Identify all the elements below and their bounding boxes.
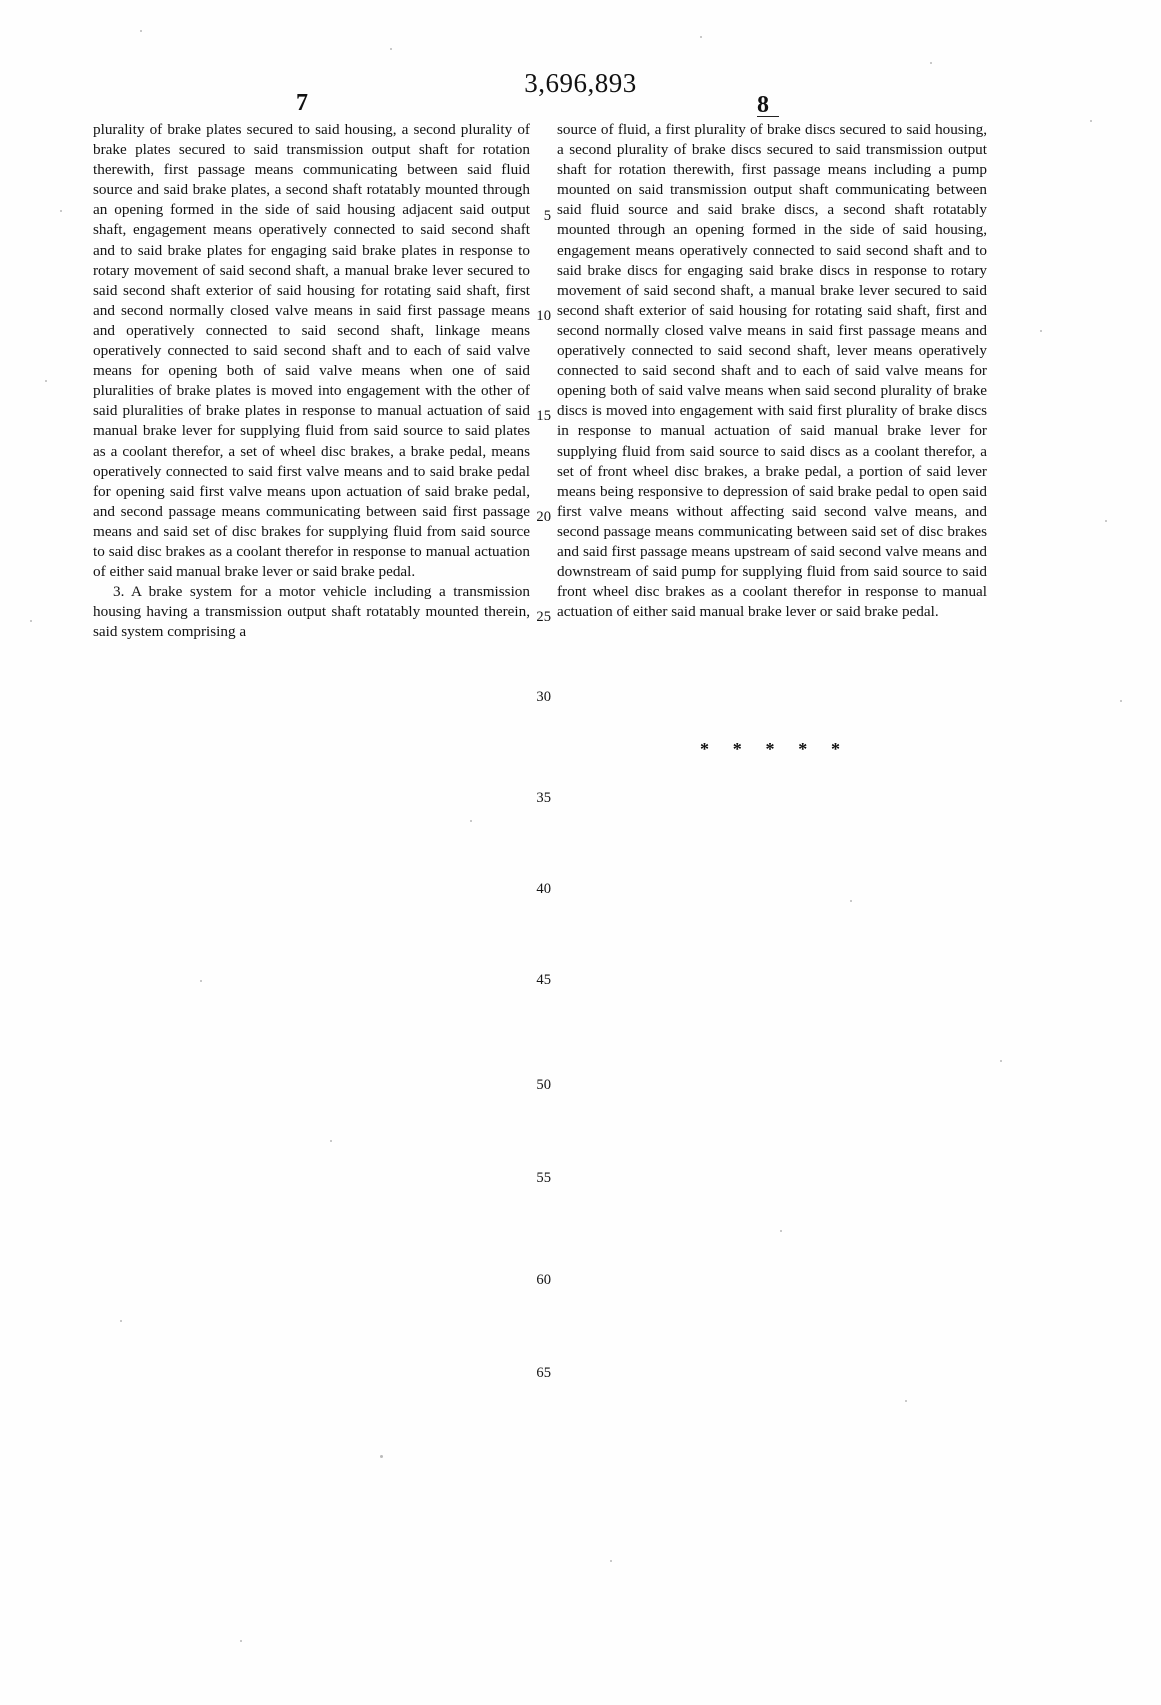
asterisk-mark: * — [831, 739, 840, 759]
scan-speckle — [120, 1320, 122, 1322]
line-number: 10 — [536, 308, 551, 324]
asterisk-mark: * — [765, 739, 775, 759]
patent-number: 3,696,893 — [524, 68, 637, 98]
left-column-number: 7 — [296, 90, 308, 116]
line-number: 25 — [536, 609, 551, 625]
right-column-number-text: 8 — [757, 92, 769, 118]
scan-speckle — [60, 210, 62, 212]
scan-speckle — [470, 820, 472, 822]
line-number: 40 — [536, 881, 551, 897]
line-number: 45 — [536, 972, 551, 988]
line-number: 20 — [536, 509, 551, 525]
left-text-column — [93, 120, 530, 642]
line-number: 5 — [543, 208, 551, 224]
scan-speckle — [330, 1140, 332, 1142]
scan-speckle — [780, 1230, 782, 1232]
scan-speckle — [930, 62, 932, 64]
end-of-claims-marks — [700, 740, 840, 758]
scan-speckle — [30, 620, 32, 622]
line-number: 65 — [536, 1365, 551, 1381]
scan-speckle — [850, 900, 852, 902]
scan-speckle — [610, 1560, 612, 1562]
line-number: 30 — [536, 689, 551, 705]
claim-3-paragraph: 3. A brake system for a motor vehicle including a transmission housing having a transmission output shaft rotatably mounted therein, said system comprising a — [93, 583, 530, 641]
right-text-column — [557, 120, 987, 622]
scan-speckle — [905, 1400, 907, 1402]
scan-speckle — [700, 36, 702, 38]
scan-speckle — [1120, 700, 1122, 702]
line-number: 15 — [536, 408, 551, 424]
scan-speckle — [1040, 330, 1042, 332]
right-continuation-paragraph: source of fluid, a first plurality of brake discs secured to said housing, a second plurality of brake discs secured to said transmission output shaft for rotation therewith, first passage means including a pump mounted on said transmission output shaft communicating between said fluid source and said brake discs, a second shaft rotatably mounted through an opening formed in the side of said housing, engagement means operatively connected to said second shaft and to said brake discs for engaging said brake discs in response to rotary movement of said second shaft, a manual brake lever secured to said second shaft exterior of said housing for rotating said shaft, first and second normally closed valve means in said first passage means and operatively connected to said second shaft, lever means operatively connected to said second shaft and to each of said valve means for opening both of said valve means when said second plurality of brake discs is moved into engagement with said first plurality of brake discs in response to manual actuation of said manual brake lever for supplying fluid from said source to said discs as a coolant therefor, a set of front wheel disc brakes, a brake pedal, a portion of said lever means being responsive to depression of said brake pedal to open said first valve means without affecting said second valve means, and second passage means communicating between said set of disc brakes and said first passage means upstream of said second valve means and downstream of said pump for supplying fluid from said source to said front wheel disc brakes as a coolant therefor in response to manual actuation of either said manual brake lever or said brake pedal. — [557, 121, 987, 621]
scan-speckle — [200, 980, 202, 982]
scan-speckle — [1105, 520, 1107, 522]
scan-speckle — [1000, 1060, 1002, 1062]
asterisk-mark: * — [700, 739, 709, 759]
scan-speckle — [380, 1455, 383, 1458]
scan-speckle — [240, 1640, 242, 1642]
asterisk-mark: * — [798, 739, 808, 759]
right-column-number — [757, 92, 779, 117]
line-number: 50 — [536, 1077, 551, 1093]
line-number: 60 — [536, 1272, 551, 1288]
scan-speckle — [390, 48, 392, 50]
scan-speckle — [140, 30, 142, 32]
scan-speckle — [1090, 120, 1092, 122]
line-number: 55 — [536, 1170, 551, 1186]
scan-speckle — [45, 380, 47, 382]
left-continuation-paragraph: plurality of brake plates secured to said housing, a second plurality of brake plates secured to said transmission output shaft for rotation therewith, first passage means communicating between said fluid source and said brake plates, a second shaft rotatably mounted through an opening formed in the side of said housing adjacent said output shaft, engagement means operatively connected to said second shaft and to said brake plates for engaging said brake plates in response to rotary movement of said second shaft, a manual brake lever secured to said second shaft exterior of said housing for rotating said shaft, first and second normally closed valve means in said first passage means and operatively connected to said second shaft, linkage means operatively connected to said second shaft and to each of said valve means for opening both of said valve means when one of said pluralities of brake plates is moved into engagement with the other of said pluralities of brake plates in response to manual actuation of said manual brake lever for supplying fluid from said source to said plates as a coolant therefor, a set of wheel disc brakes, a brake pedal, means operatively connected to said first valve means and to said brake pedal for opening said first valve means upon actuation of said brake pedal, and second passage means communicating between said first passage means and said set of disc brakes for supplying fluid from said source to said disc brakes as a coolant therefor in response to manual actuation of either said manual brake lever or said brake pedal. — [93, 121, 530, 581]
line-number: 35 — [536, 790, 551, 806]
asterisk-mark: * — [732, 739, 742, 759]
